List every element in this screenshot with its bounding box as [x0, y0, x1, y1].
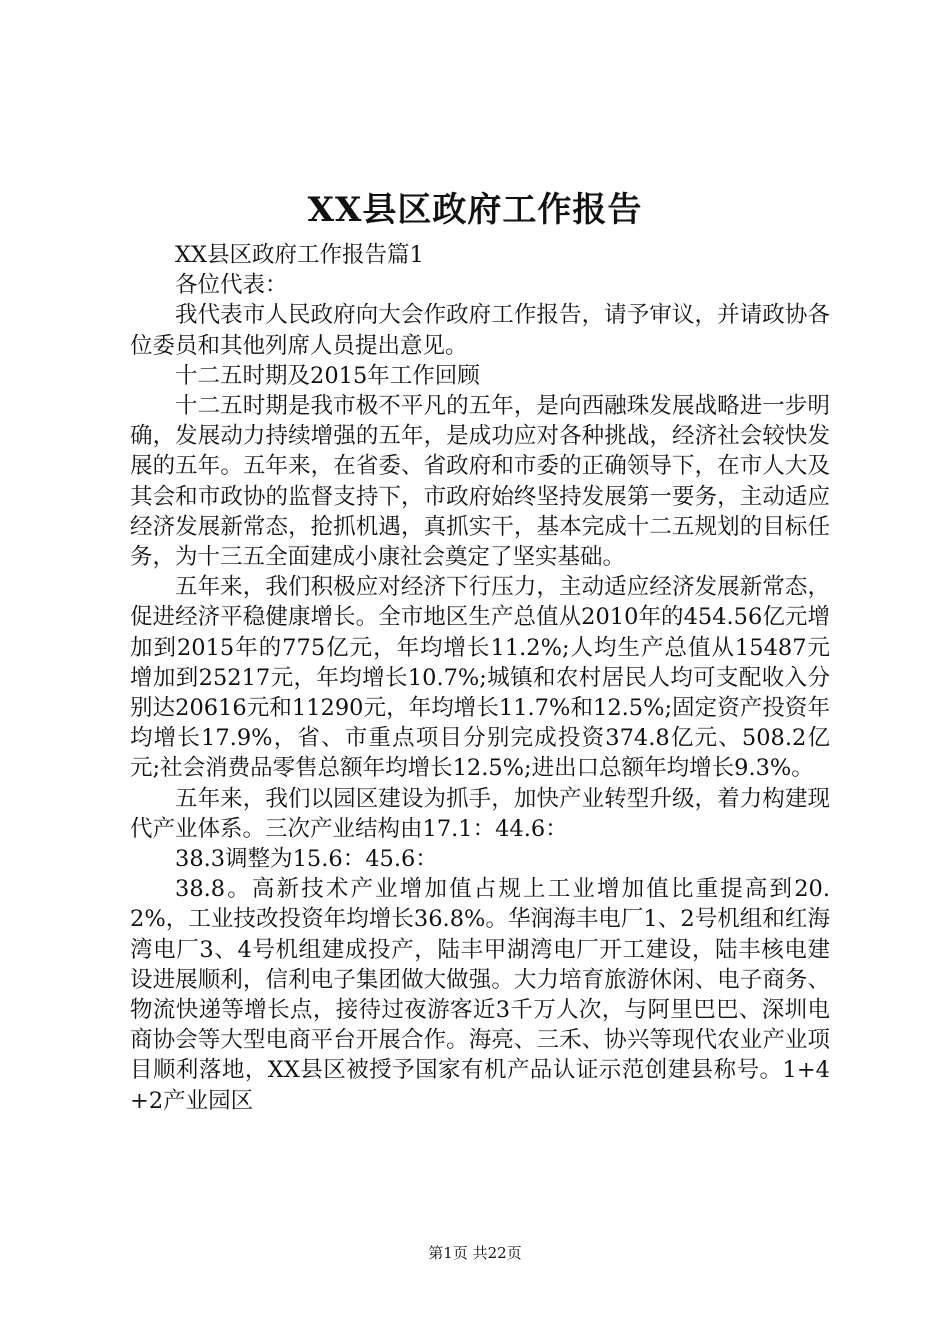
- paragraph: 五年来，我们以园区建设为抓手，加快产业转型升级，着力构建现代产业体系。三次产业结构由17.1：44.6：: [130, 785, 830, 842]
- paragraph: 38.3调整为15.6：45.6：: [175, 846, 438, 873]
- document-title: XX县区政府工作报告: [307, 190, 643, 230]
- salutation: 各位代表：: [175, 272, 288, 299]
- subsection-heading: 十二五时期及2015年工作回顾: [175, 362, 480, 389]
- document-body: [130, 240, 830, 1116]
- paragraph: 38.8。高新技术产业增加值占规上工业增加值比重提高到20.2%，工业技改投资年均增长36.8%。华润海丰电厂1、2号机组和红海湾电厂3、4号机组建成投产，陆丰甲湖湾电厂开工建设，陆丰核电建设进展顺利，信利电子集团做大做强。大力培育旅游休闲、电子商务、物流快递等增长点，接待过夜游客近3千万人次，与阿里巴巴、深圳电商协会等大型电商平台开展合作。海亮、三禾、协兴等现代农业产业项目顺利落地，XX县区被授予国家有机产品认证示范创建县称号。1+4+2产业园区: [130, 876, 830, 1114]
- paragraph: 五年来，我们积极应对经济下行压力，主动适应经济发展新常态，促进经济平稳健康增长。全市地区生产总值从2010年的454.56亿元增加到2015年的775亿元，年均增长11.2%;人均生产总值从15487元增加到25217元，年均增长10.7%;城镇和农村居民人均可支配收入分别达20616元和11290元，年均增长11.7%和12.5%;固定资产投资年均增长17.9%，省、市重点项目分别完成投资374.8亿元、508.2亿元;社会消费品零售总额年均增长12.5%;进出口总额年均增长9.3%。: [130, 574, 830, 782]
- paragraph: 我代表市人民政府向大会作政府工作报告，请予审议，并请政协各位委员和其他列席人员提出意见。: [130, 302, 830, 359]
- section-heading: XX县区政府工作报告篇1: [175, 242, 424, 268]
- page-footer: 第1页 共22页: [428, 1244, 522, 1262]
- paragraph: 十二五时期是我市极不平凡的五年，是向西融珠发展战略进一步明确，发展动力持续增强的五年，是成功应对各种挑战，经济社会较快发展的五年。五年来，在省委、省政府和市委的正确领导下，在市人大及其会和市政协的监督支持下，市政府始终坚持发展第一要务，主动适应经济发展新常态，抢抓机遇，真抓实干，基本完成十二五规划的目标任务，为十三五全面建成小康社会奠定了坚实基础。: [130, 393, 830, 571]
